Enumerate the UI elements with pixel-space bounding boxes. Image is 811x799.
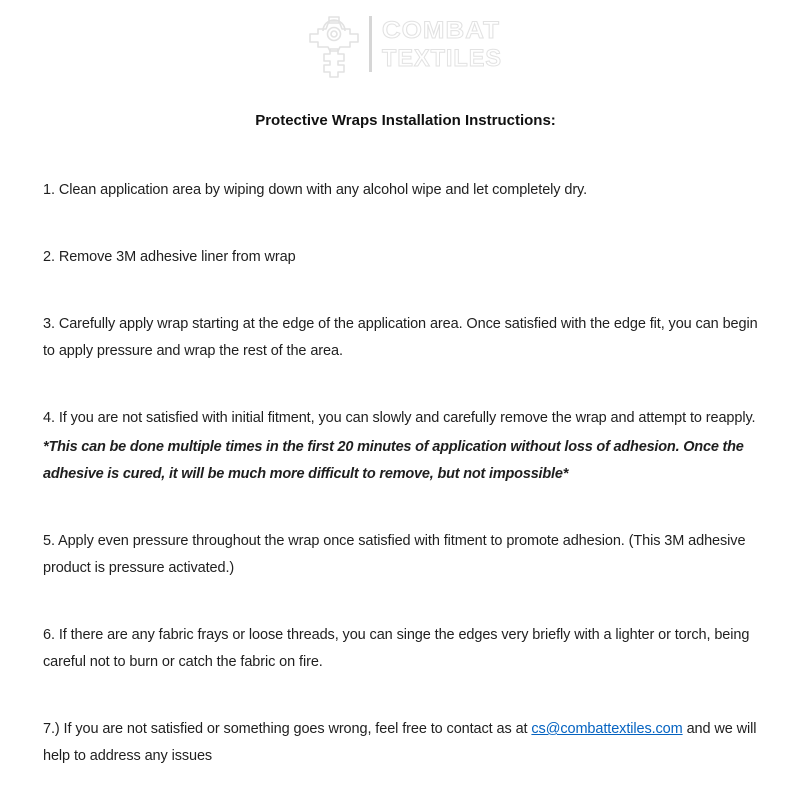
step-7-text-post: and we will help to address any issues <box>43 721 757 764</box>
step-1: 1. Clean application area by wiping down with any alcohol wipe and let completely dry. <box>43 182 588 198</box>
step-6: 6. If there are any fabric frays or loose threads, you can singe the edges very briefly with a lighter or torch, being careful not to burn or catch the fabric on fire. <box>43 627 750 670</box>
step-7 <box>43 716 771 770</box>
contact-email-link[interactable]: cs@combattextiles.com <box>531 721 683 737</box>
logo-wordmark <box>381 14 503 74</box>
step-2: 2. Remove 3M adhesive liner from wrap <box>43 249 296 265</box>
logo-text-combat: COMBAT <box>382 17 500 44</box>
instructions-body <box>0 177 811 770</box>
logo-text-textiles: TEXTILES <box>382 45 502 72</box>
step-4: 4. If you are not satisfied with initial fitment, you can slowly and carefully remove the wrap and attempt to reapply. <box>43 410 756 426</box>
page-title: Protective Wraps Installation Instructions: <box>255 112 556 129</box>
combat-textiles-emblem-icon <box>308 9 360 79</box>
adhesion-note: *This can be done multiple times in the first 20 minutes of application without loss of adhesion. Once the adhesive is cured, it will be much more difficult to remove, but not impossible* <box>43 439 744 482</box>
logo <box>0 8 811 80</box>
step-7-text-pre: 7.) If you are not satisfied or something goes wrong, feel free to contact as at <box>43 721 532 737</box>
logo-divider <box>369 16 372 72</box>
step-5: 5. Apply even pressure throughout the wrap once satisfied with fitment to promote adhesion. (This 3M adhesive product is pressure activated.) <box>43 533 746 576</box>
step-3: 3. Carefully apply wrap starting at the edge of the application area. Once satisfied with the edge fit, you can begin to apply pressure and wrap the rest of the area. <box>43 316 758 359</box>
